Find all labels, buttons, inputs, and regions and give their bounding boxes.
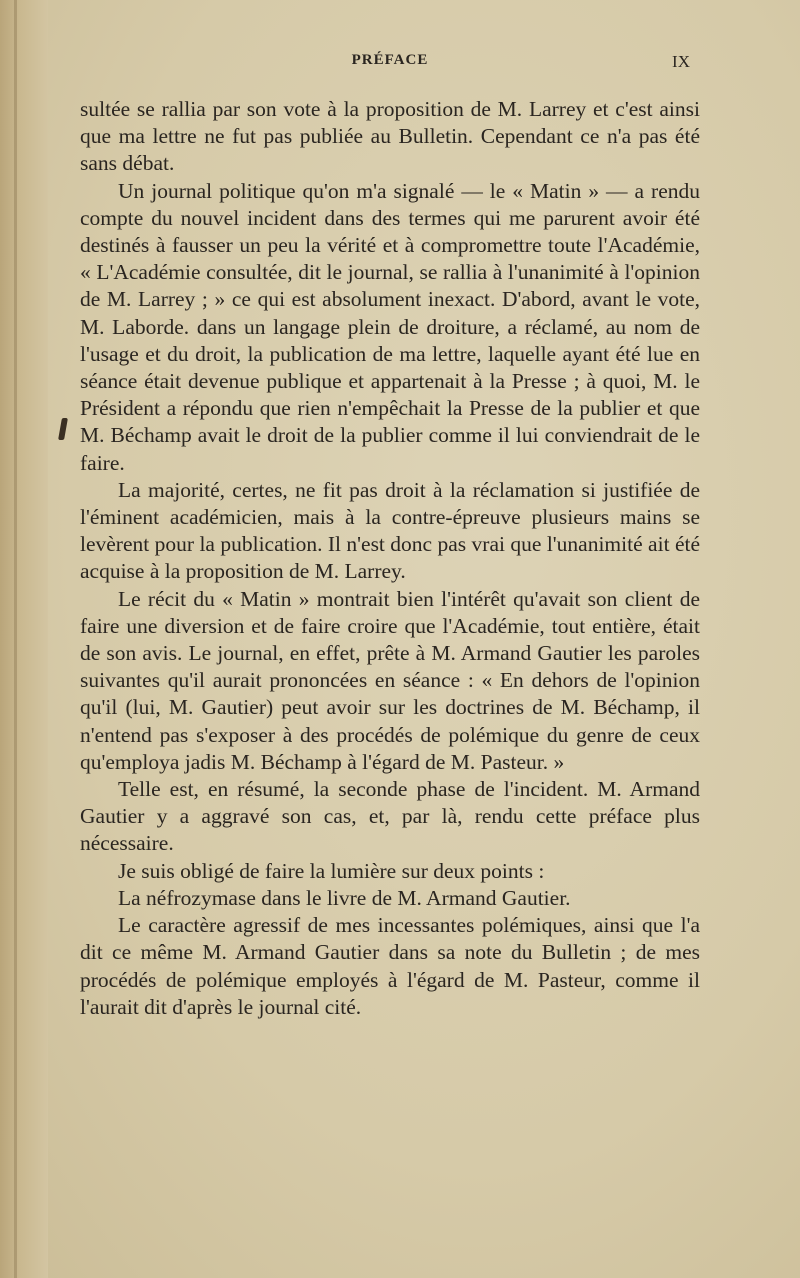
paragraph: sultée se rallia par son vote à la proposition de M. Larrey et c'est ainsi que ma lettre ne fut pas publiée au Bulletin. Cependant ce n'a pas été sans débat. <box>80 97 700 176</box>
page-header <box>80 52 700 76</box>
paragraph: La majorité, certes, ne fit pas droit à la réclamation si justifiée de l'éminent académicien, mais à la contre-épreuve plusieurs mains se levèrent pour la publication. Il n'est donc pas vrai que l'unanimité ait été acquise à la proposition de M. Larrey. <box>80 477 700 584</box>
page-gutter <box>0 0 48 1278</box>
page-number: IX <box>672 52 690 71</box>
paragraph: La néfrozymase dans le livre de M. Armand Gautier. <box>118 885 571 910</box>
paragraph: Un journal politique qu'on m'a signalé — le « Matin » — a rendu compte du nouvel incident dans des termes qui me parurent avoir été destinés à fausser un peu la vérité et à compromettre toute l'Académie, « L'Académie consultée, dit le journal, se rallia à l'unanimité à l'opinion de M. Larrey ; » ce qui est absolument inexact. D'abord, avant le vote, M. Laborde. dans un langage plein de droiture, a réclamé, au nom de l'usage et du droit, la publication de ma lettre, laquelle ayant été lue en séance était devenue publique et appartenait à la Presse ; à quoi, M. le Président a répondu que rien n'empêchait la Presse de la publier et que M. Béchamp avait le droit de la publier comme il lui conviendrait de le faire. <box>80 178 700 475</box>
margin-mark <box>58 418 68 440</box>
gutter-binding-line <box>14 0 17 1278</box>
paragraph: Je suis obligé de faire la lumière sur deux points : <box>118 858 545 883</box>
paragraph: Le caractère agressif de mes incessantes polémiques, ainsi que l'a dit ce même M. Armand Gautier dans sa note du Bulletin ; de mes procédés de polémique employés à l'égard de M. Pasteur, comme il l'aurait dit d'après le journal cité. <box>80 913 700 1019</box>
paragraph: Telle est, en résumé, la seconde phase de l'incident. M. Armand Gautier y a aggravé son cas, et, par là, rendu cette préface plus nécessaire. <box>80 777 700 856</box>
paragraph: Le récit du « Matin » montrait bien l'intérêt qu'avait son client de faire une diversion et de faire croire que l'Académie, tout entière, était de son avis. Le journal, en effet, prête à M. Armand Gautier les paroles suivantes qu'il aurait prononcées en séance : « En dehors de l'opinion qu'il (lui, M. Gautier) peut avoir sur les doctrines de M. Béchamp, il n'entend pas s'exposer à des procédés de polémique du genre de ceux qu'employa jadis M. Béchamp à l'égard de M. Pasteur. » <box>80 586 700 774</box>
body-text <box>80 96 700 1021</box>
running-head: PRÉFACE <box>351 52 429 68</box>
